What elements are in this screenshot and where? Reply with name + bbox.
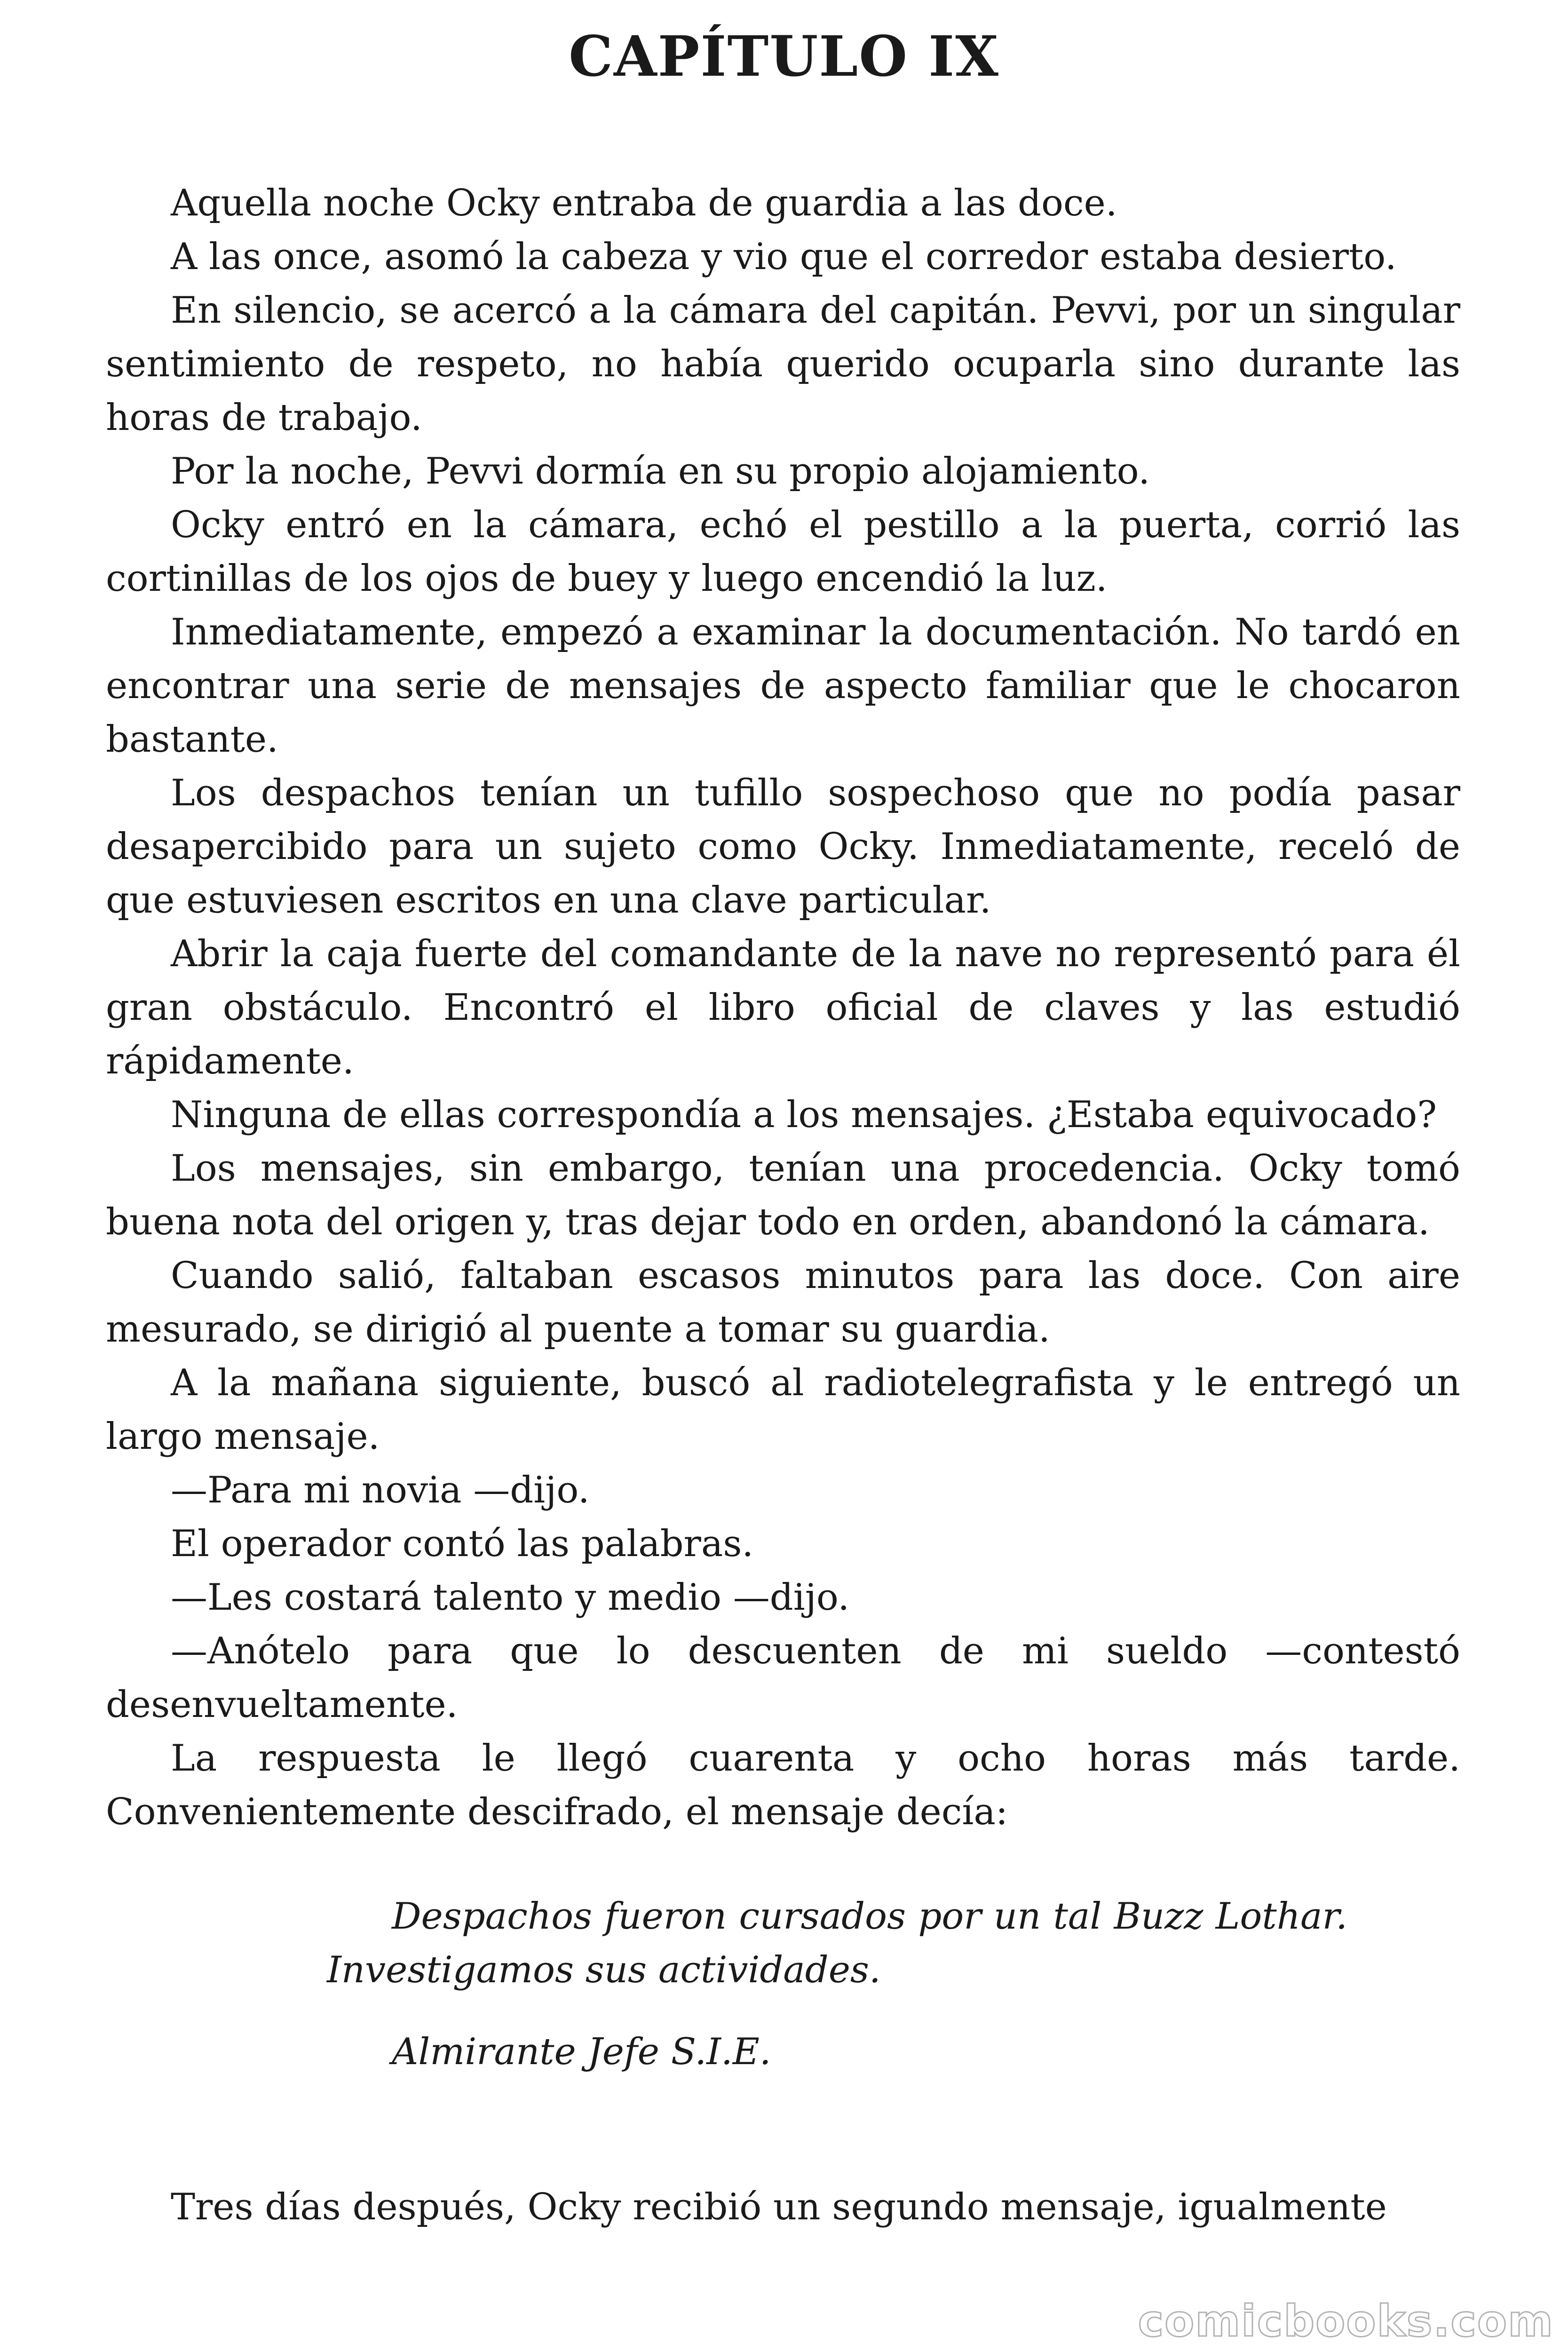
quoted-message [106,1890,1347,2079]
watermark: comicbooks.com [1138,2296,1554,2346]
paragraph: Abrir la caja fuerte del comandante de la nave no representó para él gran obstáculo. Encontró el libro oficial de claves y las estudió rápidamente. [106,933,1460,1082]
paragraph: Los mensajes, sin embargo, tenían una procedencia. Ocky tomó buena nota del origen y, tras dejar todo en orden, abandonó la cámara. [106,1147,1460,1243]
paragraph: La respuesta le llegó cuarenta y ocho horas más tarde. Convenientemente descifrado, el mensaje decía: [106,1737,1460,1833]
paragraph: —Les costará talento y medio —dijo. [171,1576,850,1619]
paragraph: Cuando salió, faltaban escasos minutos para las doce. Con aire mesurado, se dirigió al puente a tomar su guardia. [106,1255,1460,1351]
paragraph: A la mañana siguiente, buscó al radiotelegrafista y le entregó un largo mensaje. [106,1362,1460,1458]
paragraph: —Para mi novia —dijo. [171,1469,590,1511]
message-text: Despachos fueron cursados por un tal Buzz Lothar. Investigamos sus actividades. [327,1895,1347,1991]
chapter-title: CAPÍTULO IX [569,24,999,89]
paragraph: Ninguna de ellas correspondía a los mensajes. ¿Estaba equivocado? [171,1094,1437,1136]
paragraph: Por la noche, Pevvi dormía en su propio alojamiento. [171,450,1150,493]
paragraph: —Anótelo para que lo descuenten de mi sueldo —contestó desenvueltamente. [106,1630,1460,1726]
paragraph: Los despachos tenían un tufillo sospechoso que no podía pasar desapercibido para un sujeto como Ocky. Inmediatamente, receló de que estuviesen escritos en una clave particular. [106,772,1460,922]
paragraph: Ocky entró en la cámara, echó el pestillo a la puerta, corrió las cortinillas de los ojos de buey y luego encendió la luz. [106,504,1460,600]
paragraph: Inmediatamente, empezó a examinar la documentación. No tardó en encontrar una serie de mensajes de aspecto familiar que le chocaron bastante. [106,611,1460,761]
paragraph: Aquella noche Ocky entraba de guardia a las doce. [171,182,1117,224]
message-signature: Almirante Jefe S.I.E. [392,2031,771,2073]
closing-paragraph: Tres días después, Ocky recibió un segundo mensaje, igualmente [171,2186,1387,2228]
paragraph: El operador contó las palabras. [171,1523,754,1565]
paragraph: En silencio, se acercó a la cámara del capitán. Pevvi, por un singular sentimiento de respeto, no había querido ocuparla sino durante las horas de trabajo. [106,289,1460,439]
chapter-body [106,176,1460,2234]
paragraph: A las once, asomó la cabeza y vio que el corredor estaba desierto. [171,236,1397,278]
